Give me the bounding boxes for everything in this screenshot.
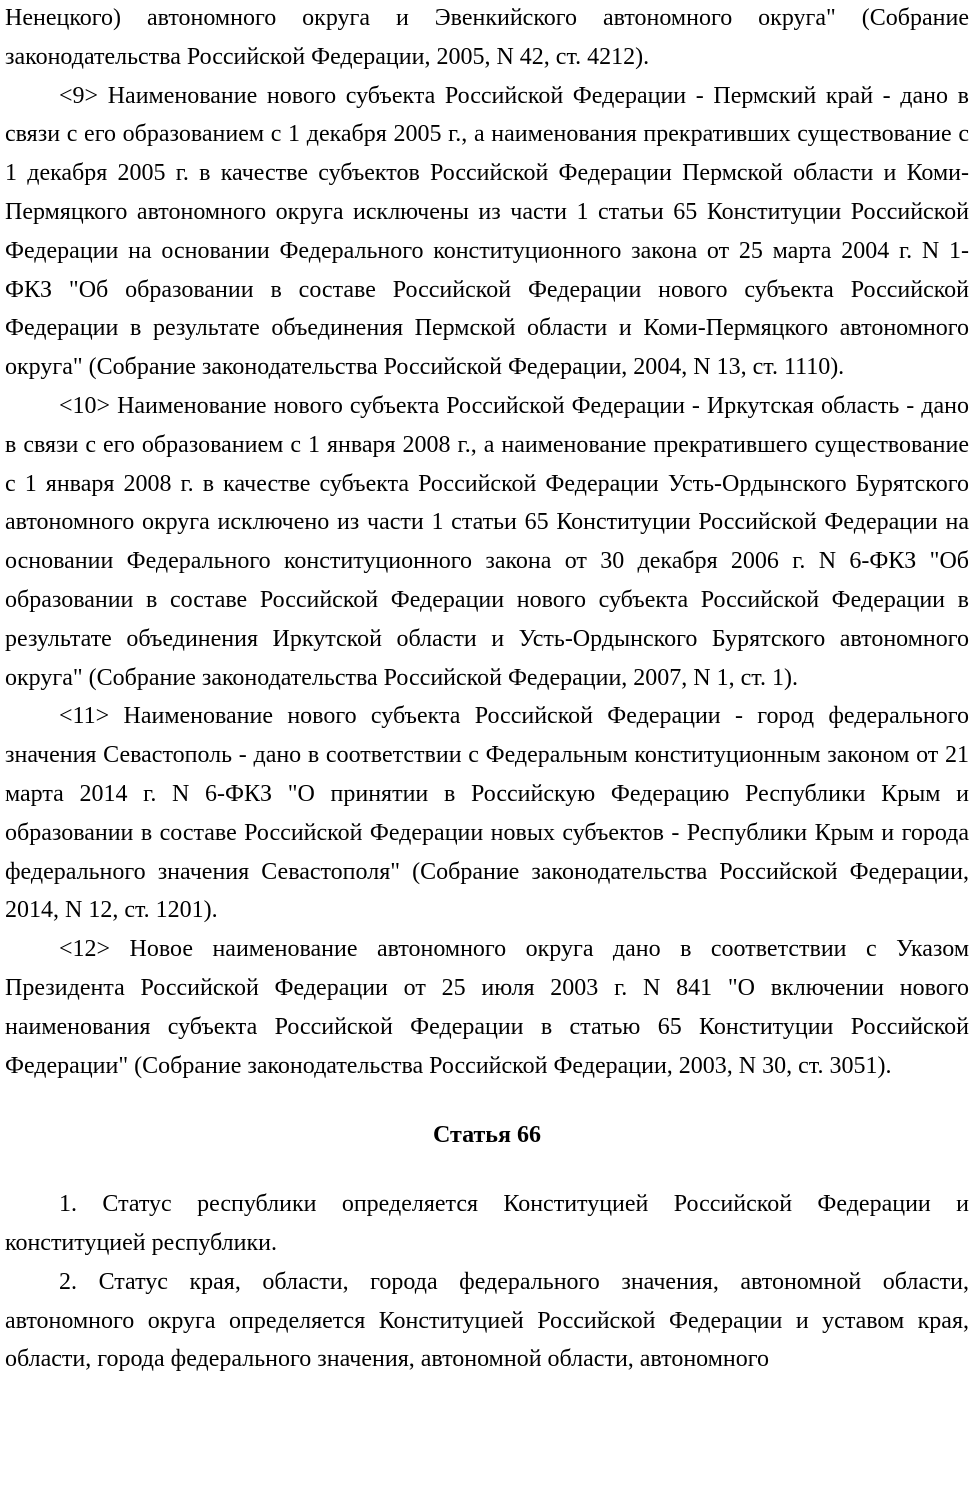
article-66-part-1: 1. Статус республики определяется Конституцией Российской Федерации и конституцией республики. <box>5 1191 969 1256</box>
document-page <box>5 0 969 1379</box>
article-66-part-2: 2. Статус края, области, города федерального значения, автономной области, автономного округа определяется Конституцией Российской Федерации и уставом края, области, города федерального значения, автономной области, автономного <box>5 1268 969 1373</box>
footnote-10: <10> Наименование нового субъекта Российской Федерации - Иркутская область - дано в связи с его образованием с 1 января 2008 г., а наименование прекратившего существование с 1 января 2008 г. в качестве субъекта Российской Федерации Усть-Ордынского Бурятского автономного округа исключено из части 1 статьи 65 Конституции Российской Федерации на основании Федерального конституционного закона от 30 декабря 2006 г. N 6-ФКЗ "Об образовании в составе Российской Федерации нового субъекта Российской Федерации в результате объединения Иркутской области и Усть-Ордынского Бурятского автономного округа" (Собрание законодательства Российской Федерации, 2007, N 1, ст. 1). <box>5 392 969 691</box>
footnote-12: <12> Новое наименование автономного округа дано в соответствии с Указом Президента Российской Федерации от 25 июля 2003 г. N 841 "О включении нового наименования субъекта Российской Федерации в статью 65 Конституции Российской Федерации" (Собрание законодательства Российской Федерации, 2003, N 30, ст. 3051). <box>5 936 969 1079</box>
footnote-11: <11> Наименование нового субъекта Российской Федерации - город федерального значения Севастополь - дано в соответствии с Федеральным конституционным законом от 21 марта 2014 г. N 6-ФКЗ "О принятии в Российскую Федерацию Республики Крым и образовании в составе Российской Федерации новых субъектов - Республики Крым и города федерального значения Севастополя" (Собрание законодательства Российской Федерации, 2014, N 12, ст. 1201). <box>5 703 969 924</box>
article-heading: Статья 66 <box>433 1122 541 1149</box>
footnote-8-tail: Ненецкого) автономного округа и Эвенкийского автономного округа" (Собрание законодательства Российской Федерации, 2005, N 42, ст. 4212). <box>5 5 969 70</box>
footnote-9: <9> Наименование нового субъекта Российской Федерации - Пермский край - дано в связи с его образованием с 1 декабря 2005 г., а наименования прекративших существование с 1 декабря 2005 г. в качестве субъектов Российской Федерации Пермской области и Коми-Пермяцкого автономного округа исключены из части 1 статьи 65 Конституции Российской Федерации на основании Федерального конституционного закона от 25 марта 2004 г. N 1-ФКЗ "Об образовании в составе Российской Федерации нового субъекта Российской Федерации в результате объединения Пермской области и Коми-Пермяцкого автономного округа" (Собрание законодательства Российской Федерации, 2004, N 13, ст. 1110). <box>5 82 969 381</box>
